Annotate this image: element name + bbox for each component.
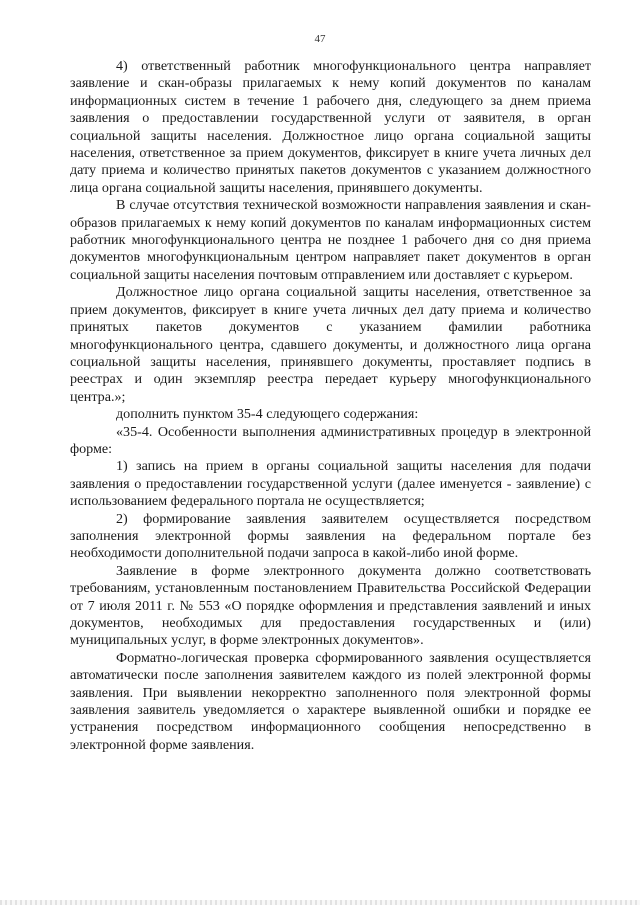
paragraph-courier-delivery: В случае отсутствия технической возможности направления заявления и скан-образов прилагаемых к нему копий документов по каналам информационных систем работник многофункционального центра не позднее 1 рабочего дня со дня приема документов многофункциональным центром направляет пакет документов в орган социальной защиты населения почтовым отправлением или доставляет с курьером. <box>70 197 591 283</box>
paragraph-item-2: 2) формирование заявления заявителем осуществляется посредством заполнения электронной формы заявления на федеральном портале без необходимости дополнительной подачи запроса в какой-либо иной форме. <box>70 510 591 562</box>
paragraph-format-check: Форматно-логическая проверка сформированного заявления осуществляется автоматически после заполнения заявителем каждого из полей электронной формы заявления. При выявлении некорректно заполненного поля электронной формы заявления заявитель уведомляется о характере выявленной ошибки и порядке ее устранения посредством информационного сообщения непосредственно в электронной форме заявления. <box>70 649 591 753</box>
paragraph-registry-signature: Должностное лицо органа социальной защиты населения, ответственное за прием документов, фиксирует в книге учета личных дел дату приема и количество принятых пакетов документов с указанием фамилии работника многофункционального центра, сдавшего документы, и должностного лица органа социальной защиты населения, принявшего документы, проставляет подпись в реестрах и один экземпляр реестра передает курьеру многофункционального центра.»; <box>70 284 591 405</box>
paragraph-clause-35-4-title: «35-4. Особенности выполнения административных процедур в электронной форме: <box>70 423 591 457</box>
paragraph-add-clause: дополнить пунктом 35-4 следующего содержания: <box>116 406 419 423</box>
paragraph-item-4: 4) ответственный работник многофункционального центра направляет заявление и скан-образы прилагаемых к нему копий документов по каналам информационных систем в течение 1 рабочего дня, следующего за днем приема заявления о предоставлении государственной услуги от заявителя, в орган социальной защиты населения. Должностное лицо органа социальной защиты населения, ответственное за прием документов, фиксирует в книге учета личных дел дату приема и количество принятых пакетов документов с указанием должностного лица органа социальной защиты населения, принявшего документы. <box>70 58 591 196</box>
page-number: 47 <box>314 33 326 45</box>
paragraph-electronic-document-requirements: Заявление в форме электронного документа должно соответствовать требованиям, установленным постановлением Правительства Российской Федерации от 7 июля 2011 г. № 553 «О порядке оформления и представления заявлений и иных документов, необходимых для предоставления государственных и (или) муниципальных услуг, в форме электронных документов». <box>70 562 591 649</box>
document-body <box>70 58 591 754</box>
scan-bottom-edge <box>0 900 640 905</box>
paragraph-item-1: 1) запись на прием в органы социальной защиты населения для подачи заявления о предоставлении государственной услуги (далее именуется - заявление) с использованием федерального портала не осуществляется; <box>70 458 591 510</box>
